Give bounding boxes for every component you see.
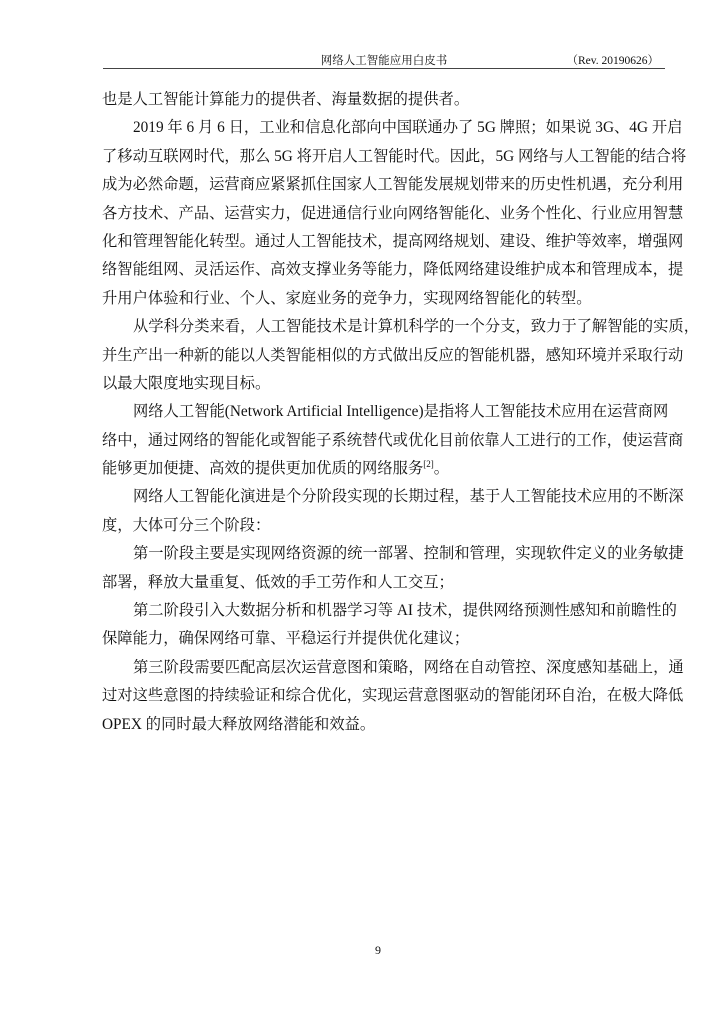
text-line: OPEX 的同时最大释放网络潜能和效益。 xyxy=(102,715,376,733)
paragraph xyxy=(102,398,684,483)
text-line: 度，大体可分三个阶段： xyxy=(102,516,271,534)
text-line: 2019 年 6 月 6 日，工业和信息化部向中国联通办了 5G 牌照；如果说 3G、4G 开启 xyxy=(133,119,683,137)
paragraph xyxy=(102,483,684,540)
text-line: 成为必然命题，运营商应紧紧抓住国家人工智能发展规划带来的历史性机遇，充分利用 xyxy=(102,176,684,194)
paragraph xyxy=(102,114,687,313)
text-line: 并生产出一种新的能以人类智能相似的方式做出反应的智能机器，感知环境并采取行动 xyxy=(102,346,684,364)
text-line: 部署，释放大量重复、低效的手工劳作和人工交互； xyxy=(102,573,454,591)
text-line: 也是人工智能计算能力的提供者、海量数据的提供者。 xyxy=(102,91,470,108)
paragraph xyxy=(102,654,684,739)
paragraph xyxy=(102,86,664,114)
text-line: 网络人工智能(Network Artificial Intelligence)是指将人工智能技术应用在运营商网 xyxy=(133,403,669,421)
text-line-with-citation xyxy=(102,455,664,483)
text-line: 以最大限度地实现目标。 xyxy=(102,374,271,392)
text-line: 第二阶段引入大数据分析和机器学习等 AI 技术，提供网络预测性感知和前瞻性的 xyxy=(133,602,677,620)
text-line: 升用户体验和行业、个人、家庭业务的竞争力，实现网络智能化的转型。 xyxy=(102,289,592,307)
page-header xyxy=(103,51,665,69)
text-line: 化和管理智能化转型。通过人工智能技术，提高网络规划、建设、维护等效率，增强网 xyxy=(102,232,684,250)
paragraph xyxy=(102,597,677,654)
ref-line-text: 能够更加便捷、高效的提供更加优质的网络服务 xyxy=(102,460,424,478)
text-line: 各方技术、产品、运营实力，促进通信行业向网络智能化、业务个性化、行业应用智慧 xyxy=(102,204,684,222)
page-number: 9 xyxy=(375,943,381,957)
text-line: 从学科分类来看，人工智能技术是计算机科学的一个分支，致力于了解智能的实质， xyxy=(133,318,699,336)
paragraph xyxy=(102,540,684,597)
header-revision: （Rev. 20190626） xyxy=(566,55,659,67)
paragraph xyxy=(102,313,699,398)
ref-line-end: 。 xyxy=(433,460,450,478)
document-body xyxy=(102,86,699,739)
text-line: 第三阶段需要匹配高层次运营意图和策略，网络在自动管控、深度感知基础上，通 xyxy=(133,658,684,676)
citation-link[interactable]: [2] xyxy=(423,459,434,470)
text-line: 了移动互联网时代，那么 5G 将开启人工智能时代。因此，5G 网络与人工智能的结合将 xyxy=(102,147,687,165)
text-line: 络智能组网、灵活运作、高效支撑业务等能力，降低网络建设维护成本和管理成本，提 xyxy=(102,261,684,279)
text-line: 第一阶段主要是实现网络资源的统一部署、控制和管理，实现软件定义的业务敏捷 xyxy=(133,545,684,563)
text-line: 网络人工智能化演进是个分阶段实现的长期过程，基于人工智能技术应用的不断深 xyxy=(133,488,684,506)
text-line: 保障能力，确保网络可靠、平稳运行并提供优化建议； xyxy=(102,630,470,648)
header-title: 网络人工智能应用白皮书 xyxy=(320,55,448,67)
text-line: 过对这些意图的持续验证和综合优化，实现运营意图驱动的智能闭环自治，在极大降低 xyxy=(102,687,684,705)
text-line: 络中，通过网络的智能化或智能子系统替代或优化目前依靠人工进行的工作，使运营商 xyxy=(102,431,684,449)
